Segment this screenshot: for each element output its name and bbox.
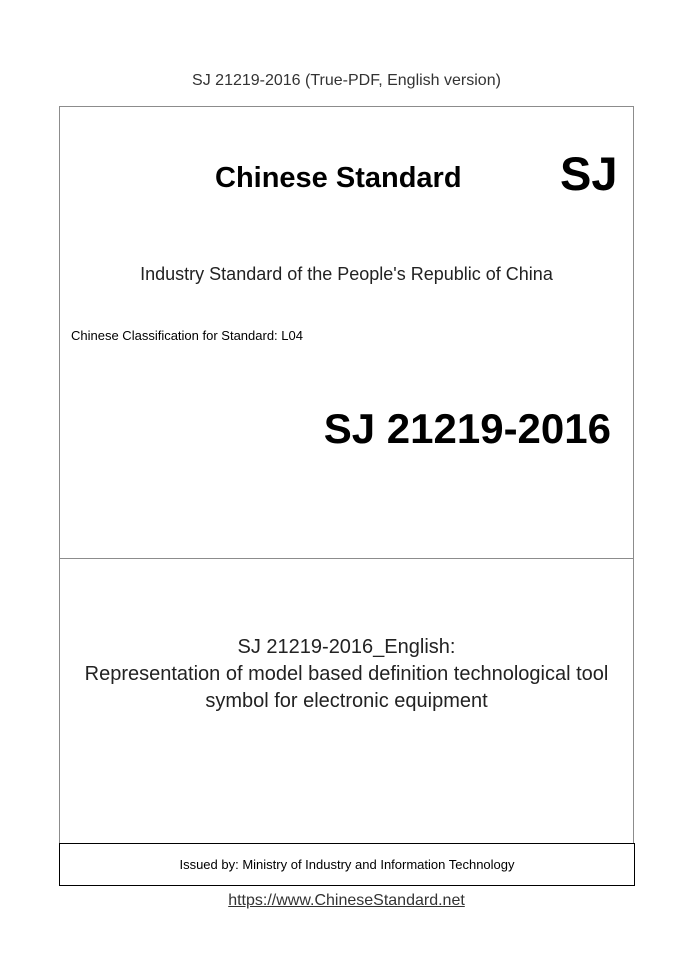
document-number: SJ 21219-2016 [323,405,611,452]
title-line-3: symbol for electronic equipment [205,690,488,712]
document-title [59,634,634,715]
title-line-1: SJ 21219-2016_English: [237,636,456,658]
title-line-2: Representation of model based definition technological tool [84,663,609,685]
standard-code: SJ [560,147,618,200]
website-link[interactable]: https://www.ChineseStandard.net [228,892,465,909]
industry-line: Industry Standard of the People's Republic of China [140,264,553,284]
classification-line: Chinese Classification for Standard: L04 [71,328,303,343]
issued-by-box [59,843,635,886]
standard-title: Chinese Standard [215,162,462,194]
site-link-container [0,892,693,910]
page-header: SJ 21219-2016 (True-PDF, English version) [192,72,501,89]
issued-by-text: Issued by: Ministry of Industry and Information Technology [179,857,515,872]
